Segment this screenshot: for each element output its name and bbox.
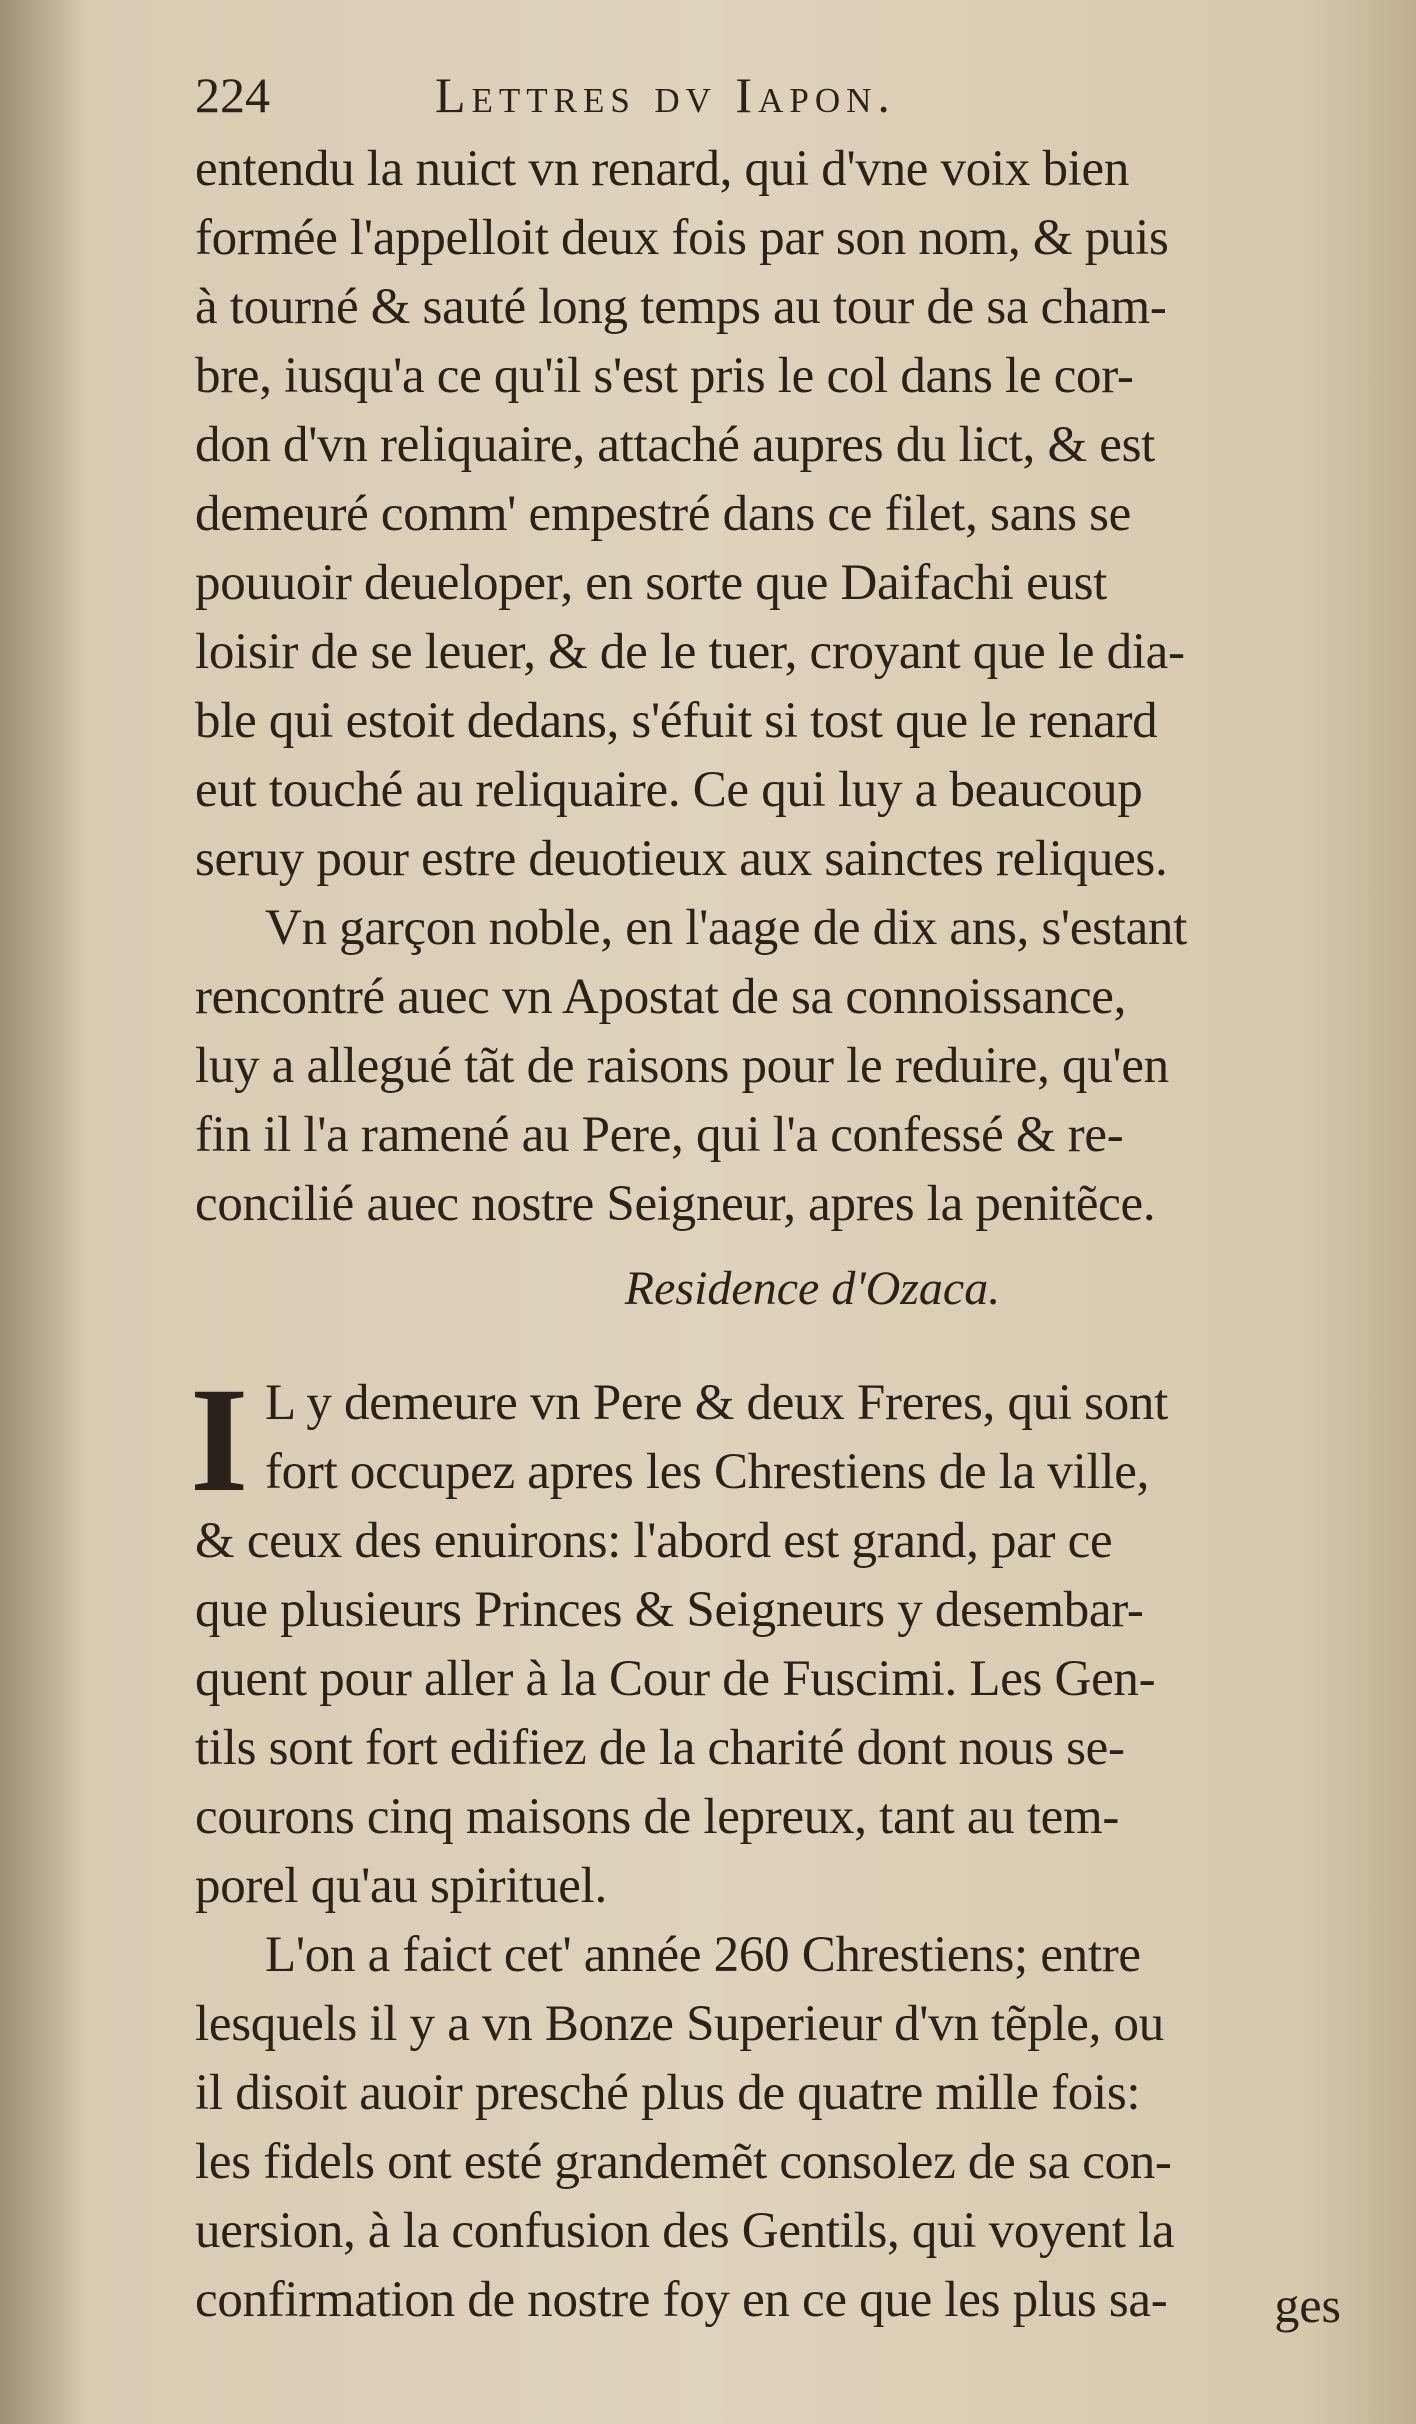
text-line: ble qui estoit dedans, s'éfuit si tost que le renard — [195, 693, 1158, 749]
text-line: confirmation de nostre foy en ce que les plus sa- — [195, 2272, 1168, 2328]
text-line: loisir de se leuer, & de le tuer, croyant que le dia- — [195, 624, 1185, 680]
paragraph-ozaca — [190, 1357, 1410, 1921]
drop-cap: I — [190, 1357, 249, 1523]
text-line: courons cinq maisons de lepreux, tant au tem- — [195, 1789, 1120, 1845]
text-line: fin il l'a ramené au Pere, qui l'a confessé & re- — [195, 1107, 1124, 1163]
text-line: quent pour aller à la Cour de Fuscimi. Les Gen- — [195, 1651, 1156, 1707]
text-line: à tourné & sauté long temps au tour de sa cham- — [195, 279, 1167, 335]
text-line: luy a allegué tãt de raisons pour le reduire, qu'en — [195, 1038, 1169, 1094]
text-line: fort occupez apres les Chrestiens de la ville, — [265, 1444, 1150, 1500]
text-line: il disoit auoir presché plus de quatre mille fois: — [195, 2065, 1141, 2121]
text-line: que plusieurs Princes & Seigneurs y desembar- — [195, 1582, 1144, 1638]
paragraph-renard — [195, 135, 1410, 894]
text-line: rencontré auec vn Apostat de sa connoissance, — [195, 969, 1127, 1025]
paragraph-garcon — [195, 894, 1410, 1239]
text-line: pouuoir deueloper, en sorte que Daifachi eust — [195, 555, 1108, 611]
text-line: les fidels ont esté grandemẽt consolez de sa con- — [195, 2134, 1172, 2190]
text-line: bre, iusqu'a ce qu'il s'est pris le col dans le cor- — [195, 348, 1134, 404]
section-heading: Residence d'Ozaca. — [624, 1262, 1001, 1315]
text-line: formée l'appelloit deux fois par son nom, & puis — [195, 210, 1169, 266]
paragraph-conversions — [195, 1921, 1410, 2335]
text-line: demeuré comm' empestré dans ce filet, sans se — [195, 486, 1132, 542]
running-title: Lettres dv Iapon. — [435, 67, 896, 123]
text-line: L y demeure vn Pere & deux Freres, qui sont — [265, 1375, 1168, 1431]
text-line: tils sont fort edifiez de la charité dont nous se- — [195, 1720, 1125, 1776]
text-line: concilié auec nostre Seigneur, apres la penitẽce. — [195, 1176, 1156, 1232]
text-line: don d'vn reliquaire, attaché aupres du lict, & est — [195, 417, 1156, 473]
text-line: lesquels il y a vn Bonze Superieur d'vn tẽple, ou — [195, 1996, 1164, 2052]
text-line: uersion, à la confusion des Gentils, qui voyent la — [195, 2203, 1175, 2259]
text-line: entendu la nuict vn renard, qui d'vne voix bien — [195, 141, 1130, 197]
page-header — [195, 55, 1410, 135]
page-number: 224 — [195, 67, 270, 123]
text-line: Vn garçon noble, en l'aage de dix ans, s'estant — [265, 900, 1187, 956]
text-line: porel qu'au spirituel. — [195, 1858, 607, 1914]
text-line: seruy pour estre deuotieux aux sainctes reliques. — [195, 831, 1168, 887]
text-line: & ceux des enuirons: l'abord est grand, par ce — [195, 1513, 1113, 1569]
text-line: L'on a faict cet' année 260 Chrestiens; entre — [265, 1927, 1141, 1983]
text-line: eut touché au reliquaire. Ce qui luy a beaucoup — [195, 762, 1143, 818]
catchword: ges — [1274, 2277, 1341, 2333]
page-text — [190, 55, 1410, 2335]
page-gutter-shadow — [0, 0, 90, 2424]
